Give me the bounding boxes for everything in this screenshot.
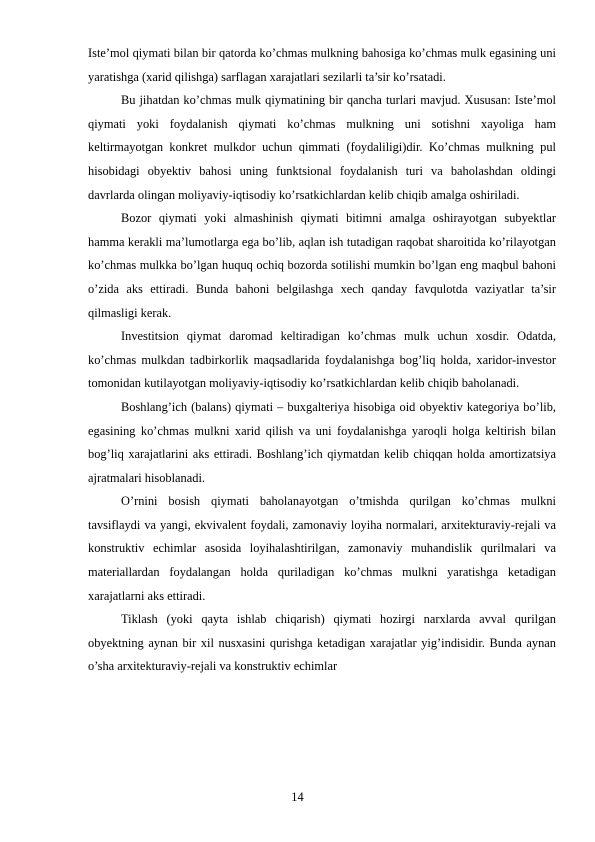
paragraph-turlari: Bu jihatdan ko’chmas mulk qiymatining bir qancha turlari mavjud. Xususan: Iste’mol qiymati yoki foydalanish qiymati ko’chmas mulkning uni sotishni xayoliga ham keltirmayotgan konkret mulkdor uchun qimmati (foydaliligi)dir. Ko’chmas mulkning pul hisobidagi obyektiv bahosi uning funktsional foydalanish turi va baholashdan oldingi davrlarda olingan moliyaviy-iqtisodiy ko’rsatkichlardan kelib chiqib amalga oshiriladi. [88, 93, 556, 202]
page-number: 14 [291, 790, 304, 804]
paragraph-investitsion-qiymat: Investitsion qiymat daromad keltiradigan ko’chmas mulk uchun xosdir. Odatda, ko’chmas mulkdan tadbirkorlik maqsadlarida foydalanishga bog’liq holda, xaridor-investor tomonidan kutilayotgan moliyaviy-iqtisodiy ko’rsatkichlardan kelib chiqib baholanadi. [88, 329, 556, 391]
paragraph-ornini-bosish: O’rnini bosish qiymati baholanayotgan o’tmishda qurilgan ko’chmas mulkni tavsiflaydi va yangi, ekvivalent foydali, zamonaviy loyiha normalari, arxitekturaviy-rejali va konstruktiv echimlar asosida loyihalashtirilgan, zamonaviy muhandislik qurilmalari va materiallardan foydalangan holda quriladigan ko’chmas mulkni yaratishga ketadigan xarajatlarni aks ettiradi. [88, 494, 556, 603]
paragraph-tiklash: Tiklash (yoki qayta ishlab chiqarish) qiymati hozirgi narxlarda avval qurilgan obyektning aynan bir xil nusxasini qurishga ketadigan xarajatlar yig’indisidir. Bunda aynan o’sha arxitekturaviy-rejali va konstruktiv echimlar [88, 612, 556, 674]
body-text [88, 42, 556, 679]
paragraph-boshlangich-qiymat: Boshlang’ich (balans) qiymati – buxgalteriya hisobiga oid obyektiv kategoriya bo’lib, egasining ko’chmas mulkni xarid qilish va uni foydalanishga yaroqli holga keltirish bilan bog’liq xarajatlarini aks ettiradi. Boshlang’ich qiymatdan kelib chiqqan holda amortizatsiya ajratmalari hisoblanadi. [88, 399, 556, 485]
paragraph-bozor-qiymati: Bozor qiymati yoki almashinish qiymati bitimni amalga oshirayotgan subyektlar hamma kerakli ma’lumotlarga ega bo’lib, aqlan ish tutadigan raqobat sharoitida ko’rilayotgan ko’chmas mulkka bo’lgan huquq ochiq bozorda sotilishi mumkin bo’lgan eng maqbul bahoni o’zida aks ettiradi. Bunda bahoni belgilashga xech qanday favqulotda vaziyatlar ta’sir qilmasligi kerak. [88, 211, 556, 320]
paragraph-iste-mol: Iste’mol qiymati bilan bir qatorda ko’chmas mulkning bahosiga ko’chmas mulk egasining uni yaratishga (xarid qilishga) sarflagan xarajatlari sezilarli ta’sir ko’rsatadi. [88, 46, 556, 84]
